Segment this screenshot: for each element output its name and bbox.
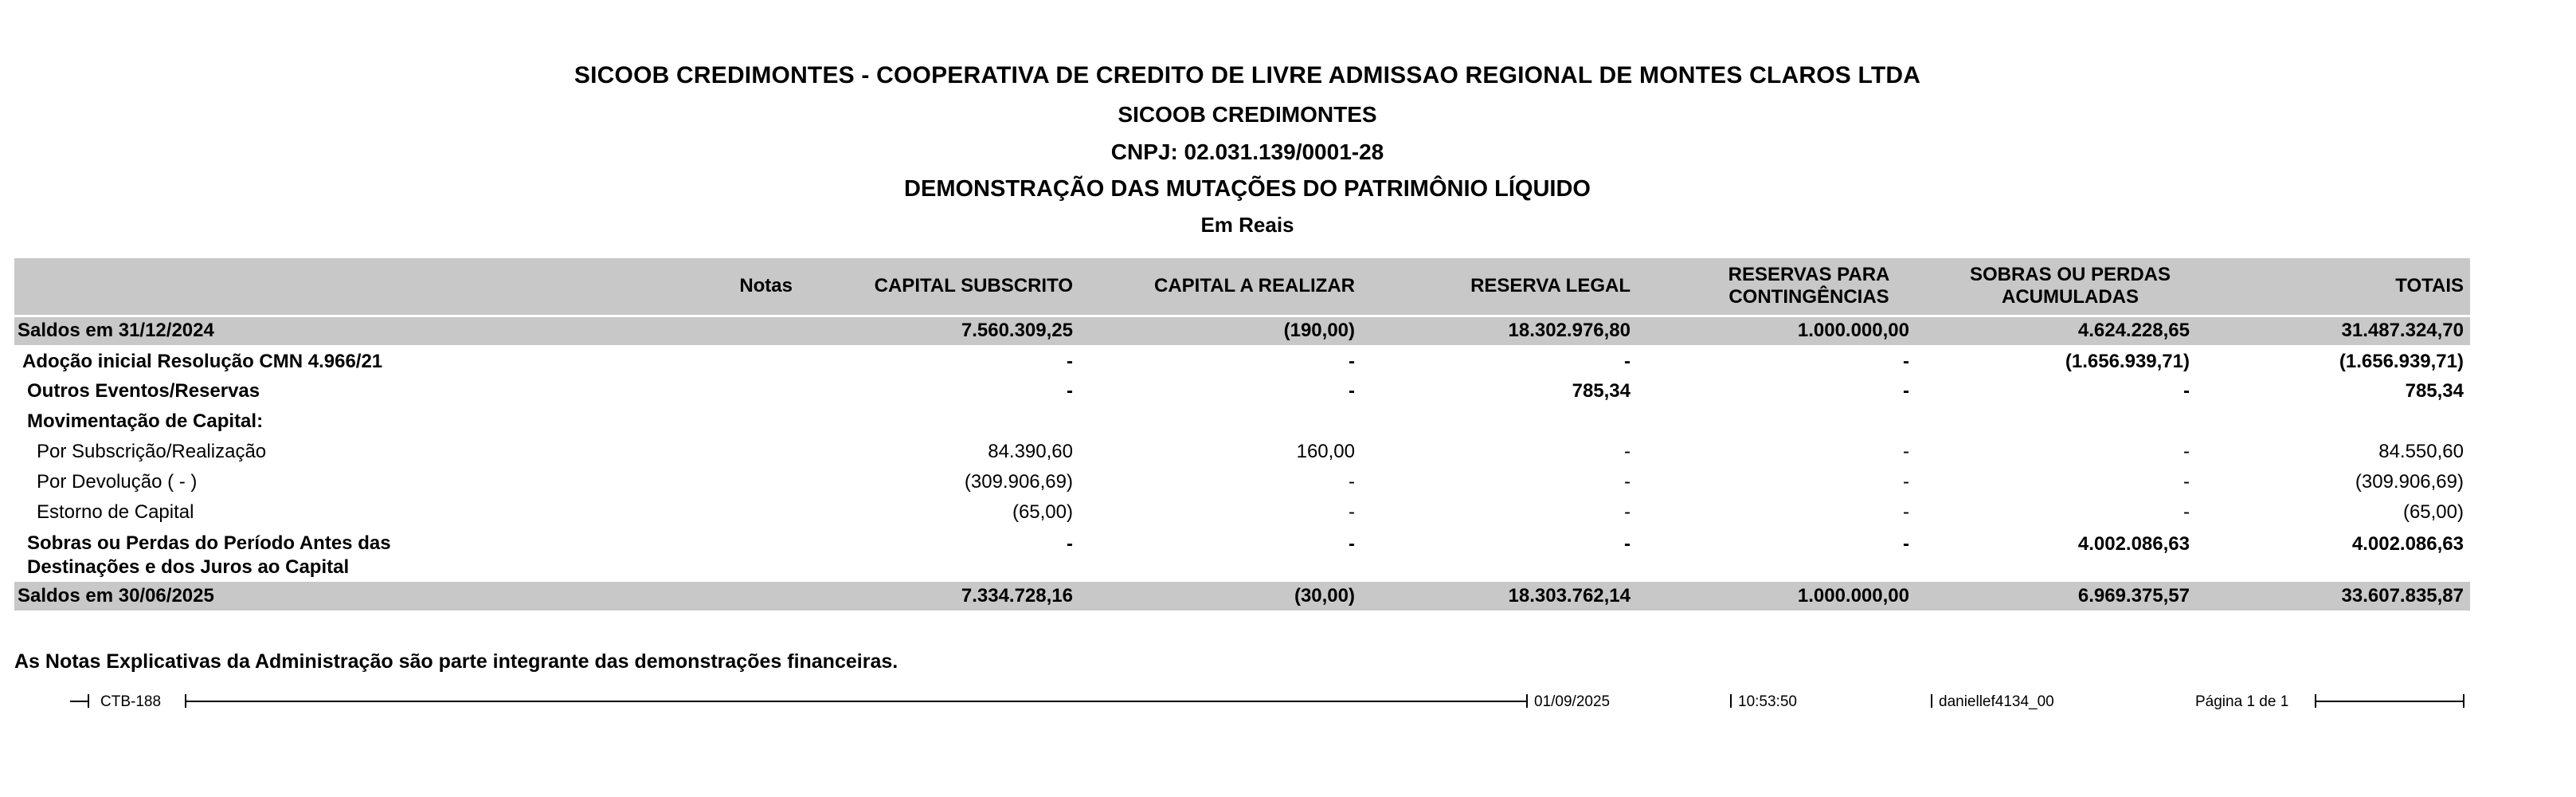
cell-capital-subscrito: (309.906,69) — [964, 471, 1073, 493]
row-label-text: Sobras ou Perdas do Período Antes das Destinações e dos Juros ao Capital — [27, 532, 391, 578]
ruler-tick — [1526, 694, 1528, 708]
cell-sobras-acumuladas: - — [2183, 471, 2190, 493]
statement-title: DEMONSTRAÇÃO DAS MUTAÇÕES DO PATRIMÔNIO LÍQUIDO — [904, 176, 1591, 202]
cell-sobras-acumuladas: - — [2183, 501, 2190, 523]
report-code: CTB-188 — [100, 693, 162, 710]
cell-reserva-legal: - — [1624, 350, 1631, 372]
table-row-saldos-finais — [14, 581, 2470, 611]
cell-reservas-contingencias: - — [1903, 441, 1909, 462]
cell-reservas-contingencias: 1.000.000,00 — [1637, 581, 1916, 611]
cell-totais: (309.906,69) — [2355, 471, 2464, 493]
row-label: Estorno de Capital — [37, 501, 194, 523]
table-row-saldos-iniciais — [14, 316, 2470, 346]
cell-notas — [628, 376, 799, 406]
financial-statement-document — [14, 0, 2480, 673]
cell-notas — [628, 528, 799, 581]
cell-capital-subscrito: 7.560.309,25 — [799, 316, 1079, 346]
table-row-movimentacao-capital — [14, 406, 2470, 437]
col-header-notas: Notas — [628, 258, 799, 316]
cell-capital-subscrito: - — [1067, 350, 1073, 372]
table-row-subscricao-realizacao — [14, 437, 2470, 467]
col-header-totais: TOTAIS — [2196, 258, 2470, 316]
cell-sobras-acumuladas: - — [2183, 380, 2190, 402]
cell-notas — [628, 467, 799, 497]
print-footer-ruler — [0, 690, 2576, 713]
explanatory-notes-footnote: As Notas Explicativas da Administração são parte integrante das demonstrações financeiras. — [14, 650, 898, 673]
cell-totais: 33.607.835,87 — [2196, 581, 2470, 611]
cell-capital-a-realizar: (190,00) — [1079, 316, 1361, 346]
cell-reservas-contingencias: - — [1903, 533, 1909, 555]
cell-notas — [628, 316, 799, 346]
currency-note: Em Reais — [1200, 213, 1294, 237]
cell-capital-subscrito: - — [1067, 533, 1073, 555]
cell-totais — [2196, 406, 2470, 437]
company-name: SICOOB CREDIMONTES - COOPERATIVA DE CREDITO DE LIVRE ADMISSAO REGIONAL DE MONTES CLAROS LTDA — [574, 62, 1921, 88]
company-short-name: SICOOB CREDIMONTES — [1118, 102, 1377, 127]
cell-notas — [628, 497, 799, 528]
ruler-tick — [88, 694, 89, 708]
row-label: Saldos em 30/06/2025 — [14, 581, 628, 611]
cell-totais: 785,34 — [2405, 380, 2464, 402]
cell-reservas-contingencias — [1637, 406, 1916, 437]
col-header-reserva-legal: RESERVA LEGAL — [1361, 258, 1637, 316]
cell-capital-a-realizar: - — [1349, 471, 1355, 493]
cell-capital-a-realizar — [1079, 406, 1361, 437]
cell-totais: (1.656.939,71) — [2339, 350, 2464, 372]
cell-reserva-legal: - — [1624, 471, 1631, 493]
ruler-line-left-cap — [70, 701, 89, 702]
col-header-empty — [14, 258, 628, 316]
cell-capital-a-realizar: - — [1349, 350, 1355, 372]
cell-reservas-contingencias: - — [1903, 501, 1909, 523]
row-label: Por Devolução ( - ) — [37, 471, 198, 493]
cell-reservas-contingencias: - — [1903, 471, 1909, 493]
table-row-sobras-periodo — [14, 528, 2470, 581]
row-label: Outros Eventos/Reservas — [27, 380, 260, 402]
cell-sobras-acumuladas: 6.969.375,57 — [1916, 581, 2196, 611]
print-date: 01/09/2025 — [1534, 693, 1611, 710]
cell-reservas-contingencias: 1.000.000,00 — [1637, 316, 1916, 346]
equity-mutations-table — [14, 258, 2470, 612]
cell-reserva-legal: - — [1624, 441, 1631, 462]
print-time: 10:53:50 — [1738, 693, 1797, 710]
document-header — [14, 0, 2480, 238]
cell-reserva-legal: - — [1624, 501, 1631, 523]
row-label — [14, 528, 628, 581]
ruler-line-right-cap — [2315, 701, 2463, 702]
ruler-tick — [1931, 694, 1932, 708]
col-header-reservas-contingencias — [1637, 258, 1916, 316]
ruler-line-main — [185, 701, 1526, 702]
cell-capital-a-realizar: (30,00) — [1079, 581, 1361, 611]
cell-sobras-acumuladas: 4.002.086,63 — [2077, 533, 2190, 555]
row-label: Adoção inicial Resolução CMN 4.966/21 — [22, 350, 383, 372]
cell-sobras-acumuladas: - — [2183, 441, 2190, 462]
cell-totais: 31.487.324,70 — [2196, 316, 2470, 346]
cell-totais: (65,00) — [2402, 501, 2464, 523]
cell-capital-a-realizar: - — [1349, 380, 1355, 402]
cell-sobras-acumuladas: (1.656.939,71) — [2065, 350, 2190, 372]
col-header-sobras-acumuladas — [1916, 258, 2196, 316]
cell-notas — [628, 437, 799, 467]
table-row-outros-eventos — [14, 376, 2470, 406]
table-row-estorno-capital — [14, 497, 2470, 528]
col-header-reservas-contingencias-text: RESERVAS PARA CONTINGÊNCIAS — [1728, 263, 1890, 308]
cell-reservas-contingencias: - — [1903, 380, 1909, 402]
page-indicator: Página 1 de 1 — [2195, 693, 2289, 710]
cell-capital-subscrito — [799, 406, 1079, 437]
cell-capital-subscrito: - — [1067, 380, 1073, 402]
cnpj-line: CNPJ: 02.031.139/0001-28 — [1110, 139, 1384, 164]
cell-capital-a-realizar: 160,00 — [1296, 441, 1355, 462]
col-header-capital-a-realizar: CAPITAL A REALIZAR — [1079, 258, 1361, 316]
cell-reserva-legal: - — [1624, 533, 1631, 555]
cell-sobras-acumuladas — [1916, 406, 2196, 437]
print-user: daniellef4134_00 — [1939, 693, 2054, 710]
cell-capital-subscrito: (65,00) — [1012, 501, 1073, 523]
cell-capital-a-realizar: - — [1349, 533, 1355, 555]
cell-totais: 4.002.086,63 — [2351, 533, 2464, 555]
cell-capital-a-realizar: - — [1349, 501, 1355, 523]
row-label: Movimentação de Capital: — [27, 410, 264, 432]
cell-reserva-legal: 785,34 — [1572, 380, 1631, 402]
cell-notas — [628, 581, 799, 611]
cell-notas — [628, 346, 799, 376]
cell-totais: 84.550,60 — [2378, 441, 2464, 462]
cell-capital-subscrito: 7.334.728,16 — [799, 581, 1079, 611]
row-label: Por Subscrição/Realização — [37, 441, 267, 462]
cell-reserva-legal: 18.303.762,14 — [1361, 581, 1637, 611]
ruler-tick — [1730, 694, 1732, 708]
table-row-devolucao — [14, 467, 2470, 497]
col-header-sobras-acumuladas-text: SOBRAS OU PERDAS ACUMULADAS — [1969, 263, 2171, 308]
row-label: Saldos em 31/12/2024 — [14, 316, 628, 346]
cell-sobras-acumuladas: 4.624.228,65 — [1916, 316, 2196, 346]
cell-notas — [628, 406, 799, 437]
cell-reservas-contingencias: - — [1903, 350, 1909, 372]
col-header-capital-subscrito: CAPITAL SUBSCRITO — [799, 258, 1079, 316]
cell-reserva-legal — [1361, 406, 1637, 437]
table-header-row — [14, 258, 2470, 316]
ruler-tick — [2463, 694, 2464, 708]
cell-capital-subscrito: 84.390,60 — [988, 441, 1073, 462]
table-row-adocao-inicial — [14, 346, 2470, 376]
cell-reserva-legal: 18.302.976,80 — [1361, 316, 1637, 346]
